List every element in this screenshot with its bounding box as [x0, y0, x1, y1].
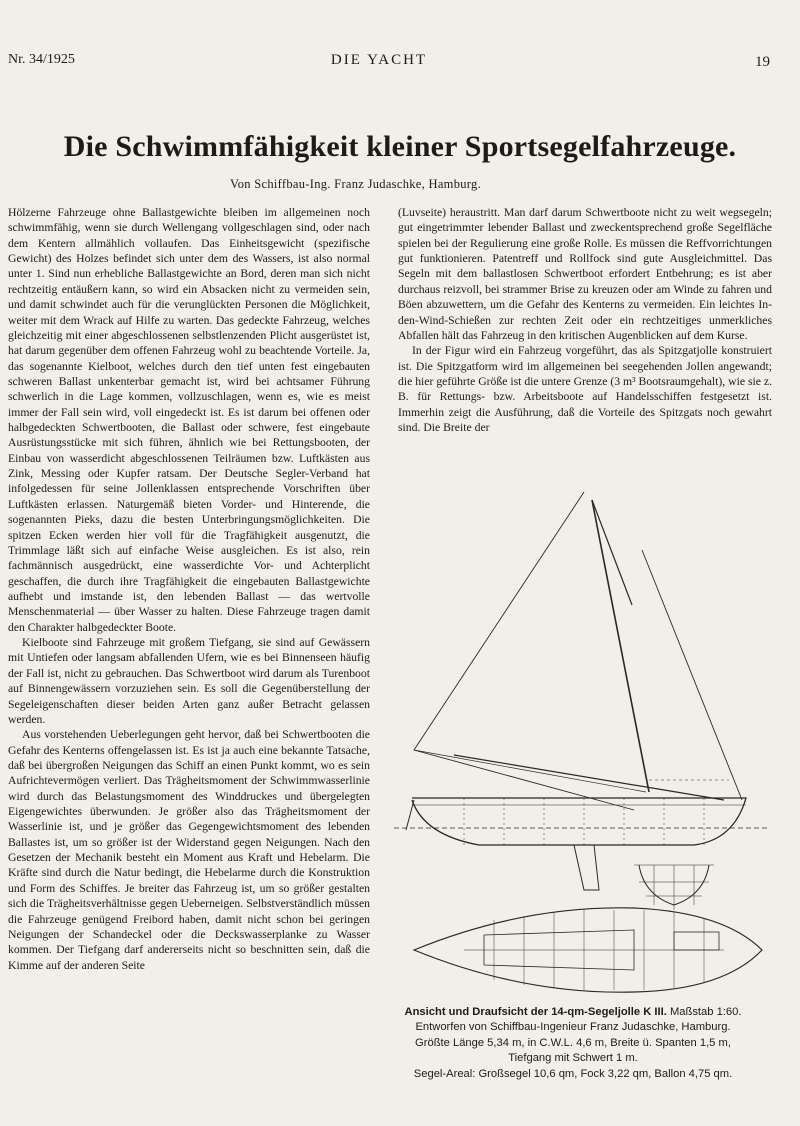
caption-line: Größte Länge 5,34 m, in C.W.L. 4,6 m, Breite ü. Spanten 1,5 m, — [415, 1036, 731, 1049]
caption-line: Tiefgang mit Schwert 1 m. — [508, 1052, 638, 1065]
jib-sail — [414, 492, 634, 810]
boom — [454, 755, 724, 800]
article-title: Die Schwimmfähigkeit kleiner Sportsegelfahrzeuge. — [63, 130, 737, 163]
caption-line: Segel-Areal: Großsegel 10,6 qm, Fock 3,22 qm, Ballon 4,75 qm. — [413, 1067, 733, 1080]
mainsail-leech — [642, 550, 742, 800]
article-byline: Von Schiffbau-Ing. Franz Judaschke, Hamburg. — [230, 177, 482, 191]
boat-drawing — [384, 480, 784, 1000]
caption-scale: Maßstab 1:60. — [669, 1006, 742, 1018]
figure-caption — [398, 1005, 748, 1082]
caption-title: Ansicht und Draufsicht der 14-qm-Segeljolle K III. — [404, 1006, 667, 1018]
caption-line: Entworfen von Schiffbau-Ingenieur Franz Judaschke, Hamburg. — [415, 1021, 731, 1034]
paragraph: Kielboote sind Fahrzeuge mit großem Tiefgang, sie sind auf Gewässern mit Untiefen oder langsam abfallenden Ufern, wie es bei Binnenseen häufig der Fall ist, nicht zu gebrauchen. Das Schwertboot wird darum als Turenboot auf Binnengewässern vorzuziehen sein. Es soll die Gegenüberstellung der Segeleigenschaften dieser beiden Arten ganz außer Betracht gelassen werden. — [8, 636, 370, 726]
issue-number: Nr. 34/1925 — [8, 52, 75, 67]
page-header — [8, 52, 770, 72]
gaff-line — [414, 750, 646, 792]
paragraph: In der Figur wird ein Fahrzeug vorgeführt, das als Spitzgatjolle konstruiert ist. Die Spitzgatform wird im allgemeinen bei seegehenden Jollen angewandt; die hier geführte Größe ist die untere Grenze (3 m³ Bootsraumgehalt), wie sie z. B. für Rettungs- bzw. Arbeitsboote auf Handelsschiffen festgesetzt ist. Immerhin zeigt die Ausführung, daß die Vorteile des Spitzgats noch gewahrt sind. Die Breite der — [398, 344, 772, 435]
rudder — [406, 800, 414, 830]
paragraph: Hölzerne Fahrzeuge ohne Ballastgewichte bleiben im allgemeinen noch schwimmfähig, wenn sie durch Wellengang vollgeschlagen sind, oder nach dem Kentern allmählich vollaufen. Das Einheitsgewicht (spezifische Gewicht) des Holzes befindet sich unter dem des Wassers, ist also normal unter 1. Sind nun erhebliche Ballastgewichte an Bord, deren man sich nicht rechtzeitig entäußern kann, so wird ein Absacken nicht zu vermeiden sein, und damit schwindet auch für die verunglückten Personen die Möglichkeit, weiter mit dem Wrack auf Hilfe zu warten. Das gedeckte Fahrzeug, welches gleichzeitig mit einer abgeschlossenen selbstlenzenden Plicht ausgerüstet ist, hat darum gegenüber dem offenen Fahrzeug wohl zu beachtende Vorteile. Ja, das sogenannte Kielboot, welches durch den tief unten fest eingebauten schweren Ballast unkenterbar gemacht ist, wird bei achtsamer Führung schwerlich in die Lage kommen, vollzuschlagen, wenn es, wie es meist immer der Fall sein wird, voll eingedeckt ist. Es ist darum bei offenen oder halbgedeckten Schwertbooten, die Ballast oder schwere, fest eingebaute Ausrüstungsstücke mit sich führen, ähnlich wie bei Rettungsbooten, der Einbau von wasserdicht abgeschlossenen Teilräumen bzw. Luftkästen aus Zink, Messing oder Kupfer ratsam. Der Deutsche Segler-Verband hat infolgedessen für seine Jollenklassen entsprechende Vorschriften über Luftkästen erlassen. Naturgemäß bieten Vorder- und Hinterende, die sogenannten Pieks, dazu die besten Unterbringungsmöglichkeiten. Die spitzen Ecken werden hier voll für die Tragfähigkeit ausgenutzt, die Trimmlage läßt sich auf einfache Weise ausgleichen. Es ist also, rein fachmännisch ausgedrückt, eine wasserdichte Vor- und Achterplicht geschaffen, die durch ihre Tragfähigkeit die eingebauten Ballastgewichte aufhebt und imstande ist, den lebenden Ballast — das wertvolle Menschenmaterial — über Wasser zu halten. Diese Fahrzeuge tragen damit den Charakter halbgedeckter Boote. — [8, 206, 370, 634]
text-column-right — [398, 205, 772, 435]
mast — [592, 500, 649, 792]
paragraph: (Luvseite) heraustritt. Man darf darum Schwertboote nicht zu weit wegsegeln; gut eingetrimmter lebender Ballast und zweckentsprechend große Segelfläche spielen bei der Regulierung eine große Rolle. Es müssen die Reffvorrichtungen gut funktionieren. Patentreff und Rollfock sind gute Ausgleichmittel. Das Segeln mit dem ballastlosen Schwertboot erfordert Entbehrung; es ist aber durchaus reizvoll, bei strammer Brise zu kreuzen oder am Winde zu fahren und Böen abzuwettern, um die Gefahr des Kenterns zu vermeiden. Ein leichtes In-den-Wind-Schießen zur rechten Zeit oder ein rechtzeitiges unmerkliches Abfallen hält das Fahrzeug in den kritischen Augenblicken auf dem Kurse. — [398, 206, 772, 342]
journal-name: DIE YACHT — [330, 52, 428, 68]
centerboard — [574, 845, 599, 890]
page-number: 19 — [755, 54, 770, 70]
text-column-left — [8, 205, 370, 973]
paragraph: Aus vorstehenden Ueberlegungen geht hervor, daß bei Schwertbooten die Gefahr des Kenterns offengelassen ist. Es ist ja auch eine bekannte Tatsache, daß bei übergroßen Neigungen das Schiff an einen Punkt kommt, wo es sein Aufrichtevermögen verliert. Das Trägheitsmoment der Schwimmwasserlinie wird durch das Belastungsmoment des Winddruckes und übergelegten Eigengewichtes überwunden. Je größer also das Trägheitsmoment der Wasserlinie ist, und je größer das Gegengewichtsmoment des lebenden Ballastes ist, um so größer ist der Widerstand gegen Neigungen. Nach den Gesetzen der Mechanik besteht ein Moment aus Kraft und Hebelarm. Die Kräfte sind durch die Natur bedingt, die Hebelarme durch die Konstruktion und Form des Schiffes. Je breiter das Fahrzeug ist, um so größer gestalten sich die Trägheitsverhältnisse gegen Ueberneigen. Selbstverständlich müssen die Fahrzeuge genügend Freibord haben, damit nicht schon bei geringen Neigungen der Schandeckel oder die Deckswasserplanke zu Wasser kommen. Der Tiefgang darf andererseits nicht so beschnitten sein, daß die Kimme auf der anderen Seite — [8, 728, 370, 972]
airtank-box — [674, 932, 719, 950]
topmast-spar — [592, 500, 632, 605]
